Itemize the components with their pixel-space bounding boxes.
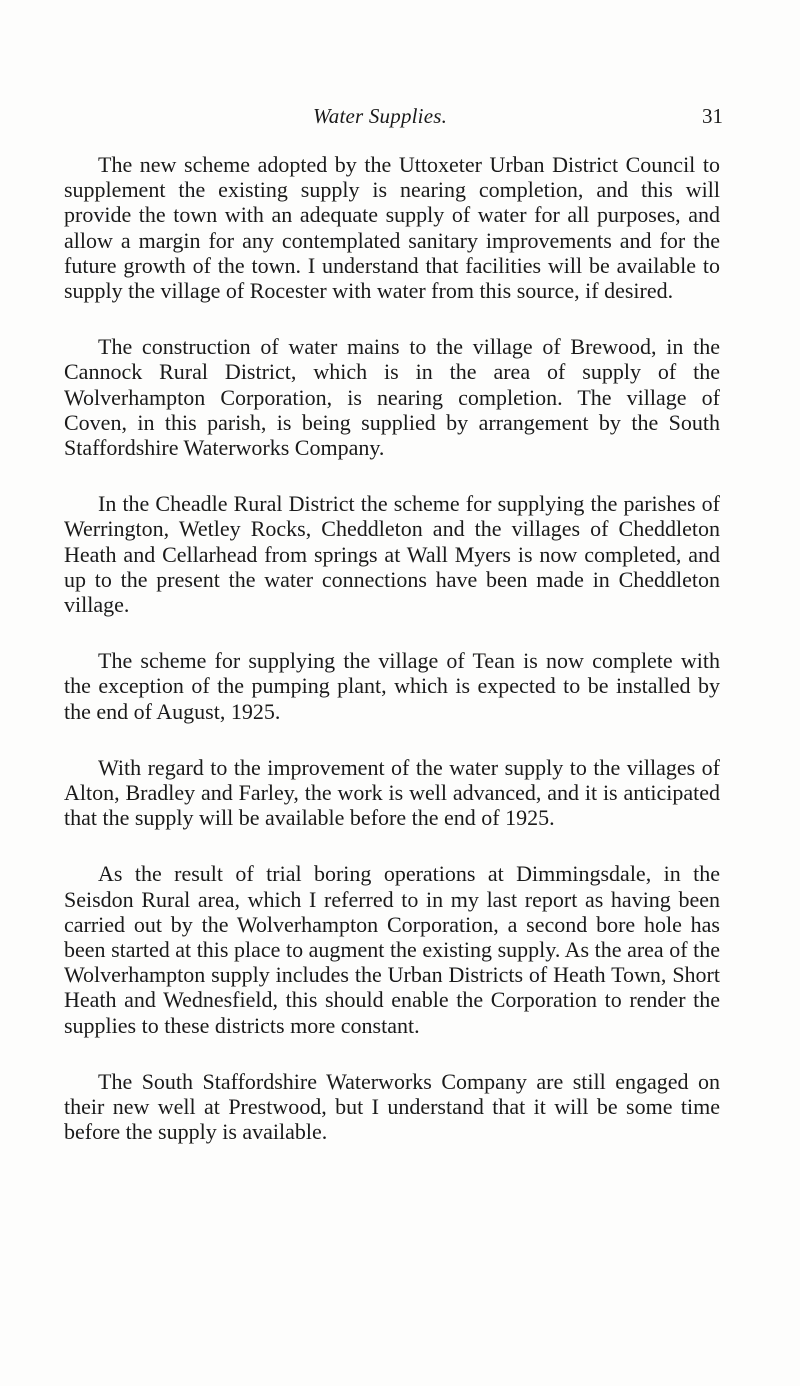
paragraph-alton: With regard to the improvement of the water supply to the villages of Alton, Bradley and Farley, the work is well advanced, and it is anticipated that the supply will be available before the end of 1925. bbox=[64, 754, 720, 831]
page-header bbox=[0, 104, 800, 134]
paragraph-brewood: The construction of water mains to the village of Brewood, in the Cannock Rural District, which is in the area of supply of the Wolverhampton Corporation, is nearing completion. The village of Coven, in this parish, is being supplied by arrangement by the South Staffordshire Waterworks Company. bbox=[64, 334, 720, 461]
paragraph-prestwood: The South Staffordshire Waterworks Company are still engaged on their new well at Prestwood, but I understand that it will be some time before the supply is available. bbox=[64, 1068, 720, 1145]
paragraph-uttoxeter: The new scheme adopted by the Uttoxeter Urban District Council to supplement the existing supply is nearing completion, and this will provide the town with an adequate supply of water for all purposes, and allow a margin for any contemplated sanitary improvements and for the future growth of the town. I understand that facilities will be available to supply the village of Rocester with water from this source, if desired. bbox=[64, 152, 720, 304]
paragraph-dimmingsdale: As the result of trial boring operations at Dimmingsdale, in the Seisdon Rural area, which I referred to in my last report as having been carried out by the Wolverhampton Corporation, a second bore hole has been started at this place to augment the existing supply. As the area of the Wolverhampton supply includes the Urban Districts of Heath Town, Short Heath and Wednesfield, this should enable the Corporation to render the supplies to these districts more constant. bbox=[64, 861, 720, 1038]
paragraph-cheadle: In the Cheadle Rural District the scheme for supplying the parishes of Werrington, Wetley Rocks, Cheddleton and the villages of Cheddleton Heath and Cellarhead from springs at Wall Myers is now completed, and up to the present the water connections have been made in Cheddleton village. bbox=[64, 491, 720, 618]
body-text bbox=[64, 152, 720, 1176]
page-number: 31 bbox=[702, 104, 723, 128]
paragraph-tean: The scheme for supplying the village of Tean is now complete with the exception of the pumping plant, which is expected to be installed by the end of August, 1925. bbox=[64, 648, 720, 724]
running-title: Water Supplies. bbox=[313, 104, 448, 128]
